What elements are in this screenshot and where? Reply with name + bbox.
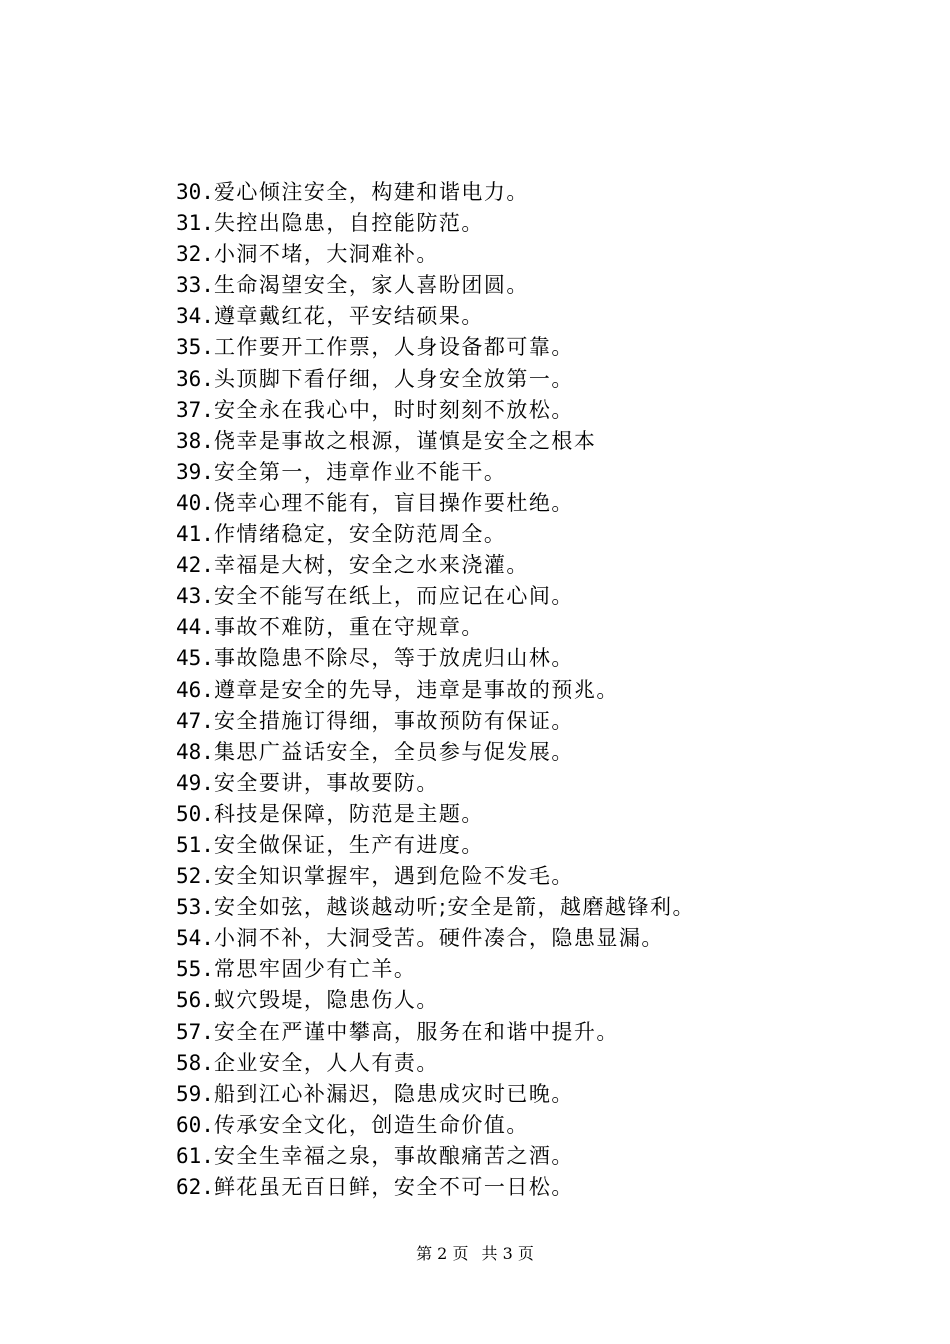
item-number: 60. [176,1112,214,1137]
item-text: 侥幸是事故之根源，谨慎是安全之根本 [213,428,597,453]
item-number: 35. [176,335,214,360]
item-text: 安全做保证，生产有进度。 [213,832,484,857]
list-item [176,675,695,706]
item-number: 55. [176,957,214,982]
page-total: 共 3 页 [481,1244,534,1263]
item-text: 安全第一，违章作业不能干。 [213,459,507,484]
item-number: 52. [176,864,214,889]
item-number: 38. [176,428,214,453]
item-text: 生命渴望安全，家人喜盼团圆。 [213,273,529,298]
item-number: 41. [176,522,214,547]
item-number: 30. [176,180,214,204]
item-number: 61. [176,1143,214,1168]
list-item [176,364,695,395]
list-item [176,426,695,457]
list-item [176,488,695,519]
item-text: 失控出隐患，自控能防范。 [213,211,484,236]
list-item [176,954,695,985]
item-text: 小洞不补，大洞受苦。硬件凑合，隐患显漏。 [213,926,664,951]
item-text: 安全生幸福之泉，事故酿痛苦之酒。 [213,1143,574,1168]
item-text: 企业安全，人人有责。 [213,1050,439,1075]
list-item [176,737,695,768]
item-text: 爱心倾注安全，构建和谐电力。 [213,180,529,204]
list-item [176,768,695,799]
list-item [176,550,695,581]
item-text: 集思广益话安全，全员参与促发展。 [213,739,574,764]
item-number: 47. [176,708,214,733]
item-text: 工作要开工作票，人身设备都可靠。 [213,335,574,360]
page-number: 第 2 页 [416,1244,469,1263]
list-item [176,301,695,332]
item-number: 49. [176,770,214,795]
item-number: 36. [176,366,214,391]
item-text: 安全知识掌握牢，遇到危险不发毛。 [213,864,574,889]
item-number: 51. [176,832,214,857]
list-item [176,332,695,363]
item-number: 53. [176,895,214,920]
list-item [176,177,695,208]
item-text: 事故不难防，重在守规章。 [213,615,484,640]
item-number: 33. [176,273,214,298]
item-text: 小洞不堵，大洞难补。 [213,242,439,267]
list-item [176,1110,695,1141]
item-number: 45. [176,646,214,671]
list-item [176,270,695,301]
item-text: 蚁穴毁堤，隐患伤人。 [213,988,439,1013]
item-number: 48. [176,739,214,764]
list-item [176,239,695,270]
item-text: 鲜花虽无百日鲜，安全不可一日松。 [213,1175,574,1199]
item-text: 安全要讲，事故要防。 [213,770,439,795]
item-number: 50. [176,801,214,826]
list-item [176,706,695,737]
item-text: 常思牢固少有亡羊。 [213,957,417,982]
item-text: 幸福是大树，安全之水来浇灌。 [213,553,529,578]
item-text: 安全在严谨中攀高，服务在和谐中提升。 [213,1019,619,1044]
item-number: 44. [176,615,214,640]
item-text: 头顶脚下看仔细，人身安全放第一。 [213,366,574,391]
list-item [176,1172,695,1203]
list-item [176,457,695,488]
item-number: 56. [176,988,214,1013]
item-text: 安全措施订得细，事故预防有保证。 [213,708,574,733]
item-number: 34. [176,304,214,329]
page-footer [0,1243,950,1265]
list-item [176,799,695,830]
list-item [176,985,695,1016]
list-item [176,830,695,861]
list-item [176,1048,695,1079]
list-item [176,612,695,643]
item-number: 42. [176,553,214,578]
list-item [176,581,695,612]
list-item [176,395,695,426]
list-item [176,1079,695,1110]
item-text: 侥幸心理不能有，盲目操作要杜绝。 [213,490,574,515]
item-text: 安全不能写在纸上，而应记在心间。 [213,584,574,609]
item-number: 58. [176,1050,214,1075]
item-number: 40. [176,490,214,515]
list-item [176,1017,695,1048]
item-number: 39. [176,459,214,484]
item-number: 57. [176,1019,214,1044]
item-text: 作情绪稳定，安全防范周全。 [213,522,507,547]
item-text: 安全如弦，越谈越动听;安全是箭，越磨越锋利。 [213,895,696,920]
list-item [176,208,695,239]
item-number: 62. [176,1175,214,1199]
item-number: 43. [176,584,214,609]
item-number: 31. [176,211,214,236]
item-number: 37. [176,397,214,422]
list-item [176,861,695,892]
item-number: 46. [176,677,214,702]
item-text: 遵章是安全的先导，违章是事故的预兆。 [213,677,619,702]
item-text: 科技是保障，防范是主题。 [213,801,484,826]
item-number: 54. [176,926,214,951]
item-text: 事故隐患不除尽，等于放虎归山林。 [213,646,574,671]
item-number: 59. [176,1081,214,1106]
item-text: 船到江心补漏迟，隐患成灾时已晚。 [213,1081,574,1106]
list-item [176,923,695,954]
list-item [176,643,695,674]
item-text: 安全永在我心中，时时刻刻不放松。 [213,397,574,422]
item-text: 传承安全文化，创造生命价值。 [213,1112,529,1137]
item-number: 32. [176,242,214,267]
item-text: 遵章戴红花，平安结硕果。 [213,304,484,329]
list-item [176,892,695,923]
list-item [176,1141,695,1172]
list-item [176,519,695,550]
slogan-list [176,177,695,1203]
